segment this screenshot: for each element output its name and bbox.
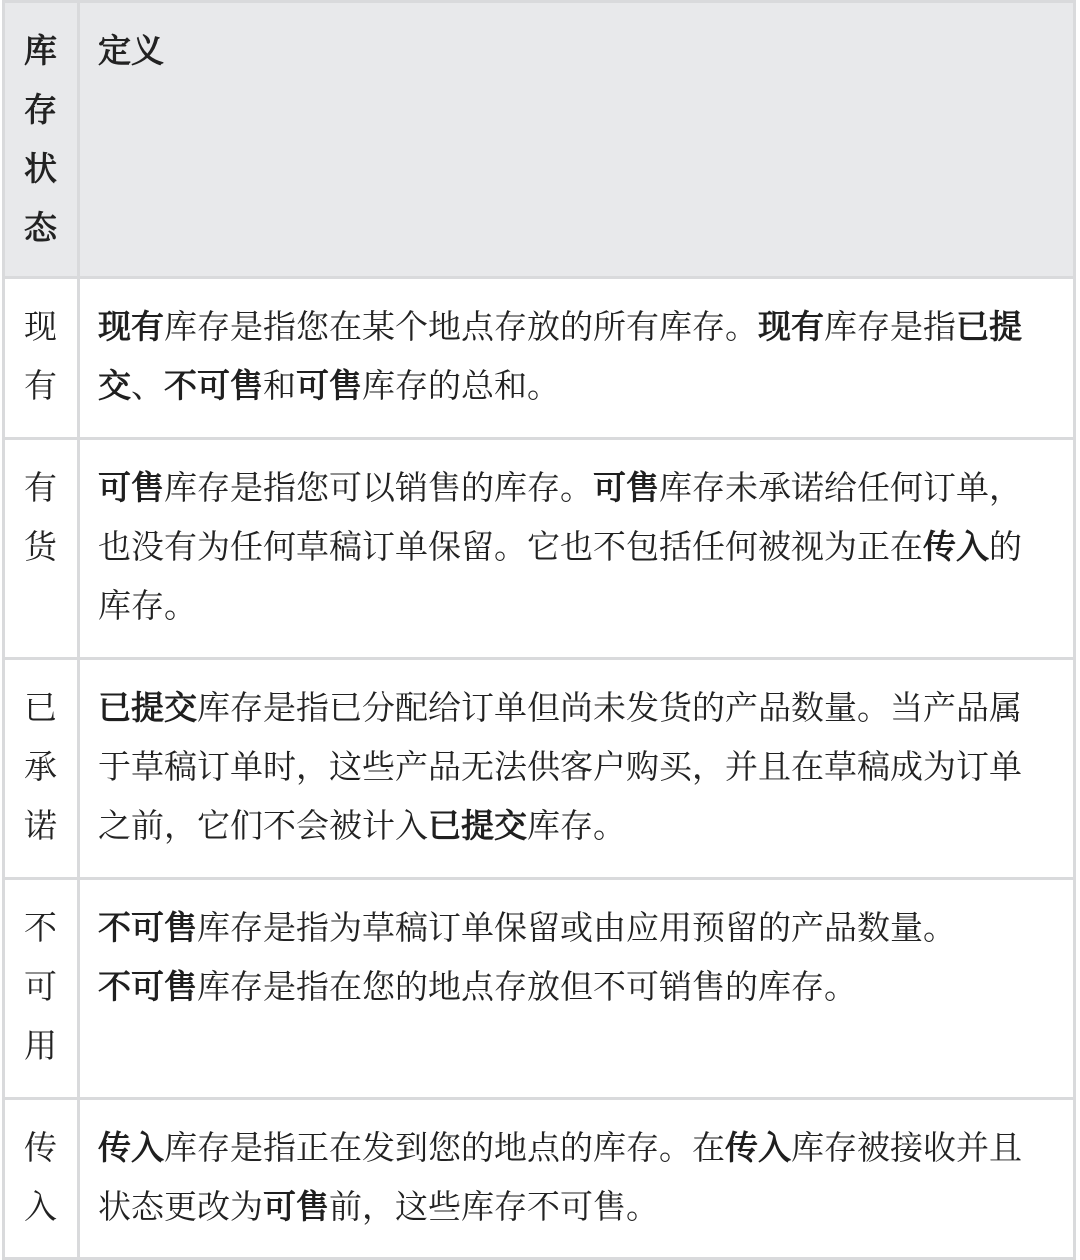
term-highlight: 传入 <box>725 1128 791 1167</box>
definition-cell <box>79 439 1075 659</box>
table-row <box>4 659 1075 879</box>
definition-cell <box>79 879 1075 1099</box>
state-label: 有货 <box>24 468 57 566</box>
definition-cell <box>79 659 1075 879</box>
table-header-row <box>4 2 1075 278</box>
term-highlight: 可售 <box>263 1187 329 1226</box>
term-highlight: 不可售 <box>164 366 263 405</box>
table-row <box>4 439 1075 659</box>
term-highlight: 现有 <box>98 307 164 346</box>
term-highlight: 已提交 <box>428 806 527 845</box>
header-inventory-state <box>4 2 79 278</box>
state-cell <box>4 1099 79 1259</box>
term-highlight: 不可售 <box>98 908 197 947</box>
term-highlight: 传入 <box>923 527 989 566</box>
definition-text: 现有库存是指您在某个地点存放的所有库存。现有库存是指已提交、不可售和可售库存的总和。 <box>98 307 1022 405</box>
state-label: 传入 <box>24 1128 57 1226</box>
header-inventory-state-label: 库存状态 <box>24 31 57 247</box>
definition-text: 已提交库存是指已分配给订单但尚未发货的产品数量。当产品属于草稿订单时，这些产品无法供客户购买，并且在草稿成为订单之前，它们不会被计入已提交库存。 <box>98 688 1022 845</box>
state-cell <box>4 659 79 879</box>
table-row <box>4 879 1075 1099</box>
term-highlight: 可售 <box>593 468 659 507</box>
term-highlight: 可售 <box>296 366 362 405</box>
term-highlight: 已提交 <box>98 688 197 727</box>
table-row <box>4 278 1075 439</box>
state-cell <box>4 439 79 659</box>
table-row <box>4 1099 1075 1259</box>
state-label: 现有 <box>24 307 57 405</box>
state-cell <box>4 278 79 439</box>
header-definition <box>79 2 1075 278</box>
term-highlight: 已提交 <box>98 307 1022 405</box>
term-highlight: 不可售 <box>98 967 197 1006</box>
header-definition-label: 定义 <box>98 31 164 70</box>
term-highlight: 可售 <box>98 468 164 507</box>
definition-text: 传入库存是指正在发到您的地点的库存。在传入库存被接收并且状态更改为可售前，这些库存不可售。 <box>98 1128 1022 1226</box>
term-highlight: 现有 <box>758 307 824 346</box>
term-highlight: 传入 <box>98 1128 164 1167</box>
state-label: 不可用 <box>24 908 57 1065</box>
definition-text: 可售库存是指您可以销售的库存。可售库存未承诺给任何订单，也没有为任何草稿订单保留。它也不包括任何被视为正在传入的库存。 <box>98 468 1022 625</box>
inventory-states-table <box>2 0 1076 1260</box>
definition-text: 不可售库存是指为草稿订单保留或由应用预留的产品数量。 不可售库存是指在您的地点存放但不可销售的库存。 <box>98 908 956 1006</box>
definition-cell <box>79 1099 1075 1259</box>
definition-cell <box>79 278 1075 439</box>
state-label: 已承诺 <box>24 688 57 845</box>
state-cell <box>4 879 79 1099</box>
